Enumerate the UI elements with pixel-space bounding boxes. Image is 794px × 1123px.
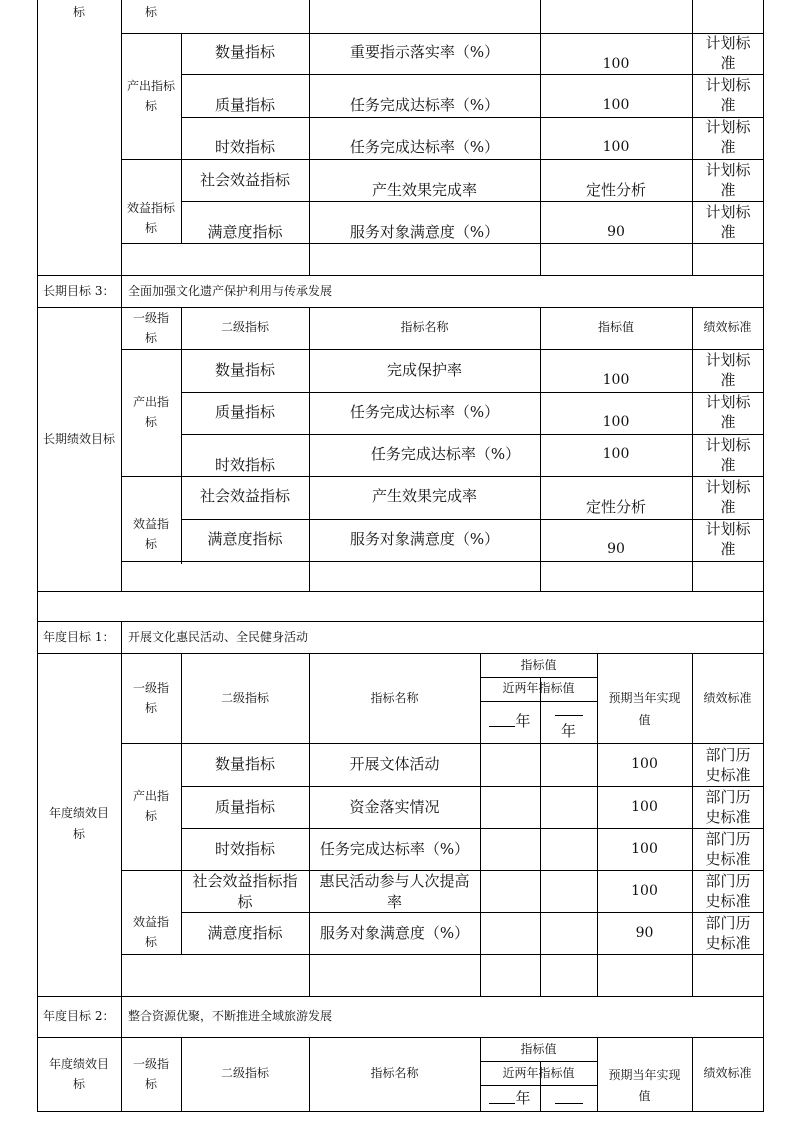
level2-header: 二级指标 [220, 1066, 269, 1080]
goal-text: 全面加强文化遗产保护利用与传承发展 [128, 284, 333, 298]
performance-standard: 计划标准 [705, 520, 751, 558]
grid-line [121, 243, 764, 244]
benefit-indicator-label-tail: 标 [144, 935, 157, 949]
indicator-name: 完成保护率 [386, 361, 462, 379]
indicator-value: 90 [607, 541, 625, 557]
benefit-indicator-label: 效益指标 [126, 201, 175, 215]
expected-value: 100 [631, 883, 658, 899]
performance-standard-header: 绩效标准 [703, 1066, 752, 1080]
grid-line [763, 0, 764, 1112]
expected-value: 90 [635, 925, 654, 941]
performance-standard: 部门历史标准 [705, 746, 751, 784]
indicator-name-header: 指标名称 [400, 320, 449, 334]
year-label: 年 [515, 1089, 531, 1107]
annual-target-side-label-tail: 标 [72, 827, 85, 841]
indicator-name: 任务完成达标率（%） [349, 403, 500, 421]
grid-line [121, 349, 764, 350]
year-column-1 [480, 1088, 540, 1109]
indicator-name: 任务完成达标率（%） [349, 96, 500, 114]
benefit-indicator-label-tail: 标 [144, 221, 157, 235]
performance-standard: 部门历史标准 [705, 788, 751, 826]
expected-value-header-tail: 值 [638, 713, 651, 727]
indicator-name: 任务完成达标率（%） [370, 445, 521, 463]
grid-line [181, 201, 764, 202]
performance-standard: 部门历史标准 [705, 914, 751, 952]
year-label: 年 [515, 712, 531, 730]
output-indicator-label-tail: 标 [144, 809, 157, 823]
performance-standard: 计划标准 [705, 203, 751, 241]
grid-line [181, 828, 764, 829]
timeliness-indicator: 时效指标 [214, 138, 275, 156]
indicator-value: 100 [602, 97, 630, 113]
indicator-value-header: 指标值 [520, 1042, 557, 1056]
grid-line [480, 1085, 598, 1086]
benefit-indicator-label: 效益指 [132, 517, 169, 531]
quantity-indicator: 数量指标 [214, 755, 275, 773]
performance-standard: 计划标准 [705, 478, 751, 516]
grid-line [181, 117, 764, 118]
year-blank [555, 1102, 583, 1104]
benefit-indicator-label: 效益指 [132, 915, 169, 929]
grid-line [37, 1111, 764, 1112]
indicator-name: 服务对象满意度（%） [319, 924, 470, 942]
indicator-name: 服务对象满意度（%） [349, 223, 500, 241]
goal-text: 整合资源优聚，不断推进全域旅游发展 [128, 1009, 333, 1023]
goal-label: 年度目标 1： [43, 630, 115, 644]
grid-line [37, 0, 38, 1112]
performance-standard: 计划标准 [705, 34, 751, 72]
grid-line [480, 653, 481, 997]
grid-line [37, 653, 764, 654]
goal-label: 长期目标 3： [43, 284, 115, 298]
quality-indicator: 质量指标 [214, 96, 275, 114]
social-benefit-indicator: 社会效益指标指 [192, 872, 298, 890]
recent-two-years-header: 近两年指标值 [502, 1066, 575, 1080]
indicator-name-header: 指标名称 [370, 691, 419, 705]
indicator-name: 产生效果完成率 [371, 181, 477, 199]
performance-standard: 部门历史标准 [705, 830, 751, 868]
indicator-name: 服务对象满意度（%） [349, 530, 500, 548]
level1-header: 一级指 [132, 311, 169, 325]
quantity-indicator: 数量指标 [214, 361, 275, 379]
level2-header: 二级指标 [220, 320, 269, 334]
timeliness-indicator: 时效指标 [214, 840, 275, 858]
indicator-name: 资金落实情况 [349, 798, 440, 816]
grid-line [37, 1037, 764, 1038]
expected-value-header: 预期当年实现 [608, 691, 681, 705]
benefit-indicator-label-tail: 标 [144, 537, 157, 551]
indicator-name: 产生效果完成率 [371, 487, 477, 505]
indicator-name-tail: 率 [386, 893, 402, 911]
grid-line [692, 0, 693, 276]
grid-line [121, 954, 764, 955]
grid-line [181, 434, 764, 435]
grid-line [181, 786, 764, 787]
level1-header: 一级指 [132, 681, 169, 695]
output-indicator-label: 产出指 [132, 789, 169, 803]
expected-value: 100 [631, 756, 658, 772]
annual-target-side-label: 年度绩效目 [48, 806, 109, 820]
social-benefit-indicator: 社会效益指标 [199, 171, 290, 189]
grid-line [121, 33, 764, 34]
indicator-value: 100 [602, 56, 630, 72]
fragment-level1-label: 标 [144, 5, 157, 19]
grid-line [37, 621, 764, 622]
indicator-value: 100 [602, 372, 630, 388]
goal-text: 开展文化惠民活动、全民健身活动 [128, 630, 309, 644]
indicator-value: 100 [602, 139, 630, 155]
performance-standard: 计划标准 [705, 393, 751, 431]
performance-standard-header: 绩效标准 [703, 320, 752, 334]
grid-line [37, 996, 764, 997]
goal-label: 年度目标 2： [43, 1009, 115, 1023]
expected-value: 100 [631, 799, 658, 815]
annual-target-side-label: 年度绩效目 [48, 1057, 109, 1071]
grid-line [181, 519, 764, 520]
output-indicator-label-tail: 标 [144, 415, 157, 429]
annual-target-side-label-tail: 标 [72, 1077, 85, 1091]
social-benefit-indicator-tail: 标 [237, 893, 253, 911]
indicator-name: 惠民活动参与人次提高 [319, 872, 470, 890]
performance-standard: 部门历史标准 [705, 872, 751, 910]
year-column-2-blank [540, 1088, 597, 1109]
quantity-indicator: 数量指标 [214, 43, 275, 61]
recent-two-years-header: 近两年指标值 [502, 681, 575, 695]
expected-value: 100 [631, 841, 658, 857]
expected-value-header-tail: 值 [638, 1089, 651, 1103]
quality-indicator: 质量指标 [214, 798, 275, 816]
indicator-name-header: 指标名称 [370, 1066, 419, 1080]
year-blank [489, 725, 515, 727]
level1-header: 一级指 [132, 1057, 169, 1071]
timeliness-indicator: 时效指标 [214, 456, 275, 474]
long-term-target-side-label: 长期绩效目标 [42, 432, 115, 446]
satisfaction-indicator: 满意度指标 [207, 530, 283, 548]
indicator-name: 重要指示落实率（%） [349, 43, 500, 61]
level2-header: 二级指标 [220, 691, 269, 705]
year-blank [555, 714, 583, 716]
year-blank [489, 1102, 515, 1104]
grid-line [121, 743, 764, 744]
grid-line [181, 307, 182, 564]
fragment-left-label: 标 [72, 5, 85, 19]
performance-standard: 计划标准 [705, 351, 751, 389]
performance-standard: 计划标准 [705, 76, 751, 114]
grid-line [37, 275, 764, 276]
performance-standard: 计划标准 [705, 118, 751, 156]
indicator-name: 开展文体活动 [349, 755, 440, 773]
indicator-value-header: 指标值 [597, 320, 634, 334]
indicator-value: 100 [602, 446, 630, 462]
year-column-2-blank [540, 700, 597, 721]
output-indicator-label: 产出指 [132, 395, 169, 409]
social-benefit-indicator: 社会效益指标 [199, 487, 290, 505]
output-indicator-label: 产出指标 [126, 79, 175, 93]
performance-standard: 计划标准 [705, 436, 751, 474]
quality-indicator: 质量指标 [214, 403, 275, 421]
indicator-value: 定性分析 [585, 498, 646, 516]
satisfaction-indicator: 满意度指标 [207, 223, 283, 241]
satisfaction-indicator: 满意度指标 [207, 924, 283, 942]
performance-standard-header: 绩效标准 [703, 691, 752, 705]
grid-line [121, 159, 764, 160]
grid-line [121, 476, 764, 477]
indicator-name: 任务完成达标率（%） [349, 138, 500, 156]
grid-line [37, 591, 764, 592]
grid-line [480, 1061, 598, 1062]
grid-line [181, 392, 764, 393]
indicator-value: 定性分析 [585, 181, 646, 199]
output-indicator-label-tail: 标 [144, 99, 157, 113]
indicator-name: 任务完成达标率（%） [319, 840, 470, 858]
level1-header-tail: 标 [144, 701, 157, 715]
level1-header-tail: 标 [144, 1077, 157, 1091]
level1-header-tail: 标 [144, 331, 157, 345]
year-column-2: 年 [560, 722, 576, 740]
grid-line [121, 561, 764, 562]
indicator-value-header: 指标值 [520, 658, 557, 672]
year-column-1 [480, 711, 540, 732]
expected-value-header: 预期当年实现 [608, 1068, 681, 1082]
indicator-value: 100 [602, 414, 630, 430]
performance-standard: 计划标准 [705, 161, 751, 199]
indicator-value: 90 [607, 224, 625, 240]
